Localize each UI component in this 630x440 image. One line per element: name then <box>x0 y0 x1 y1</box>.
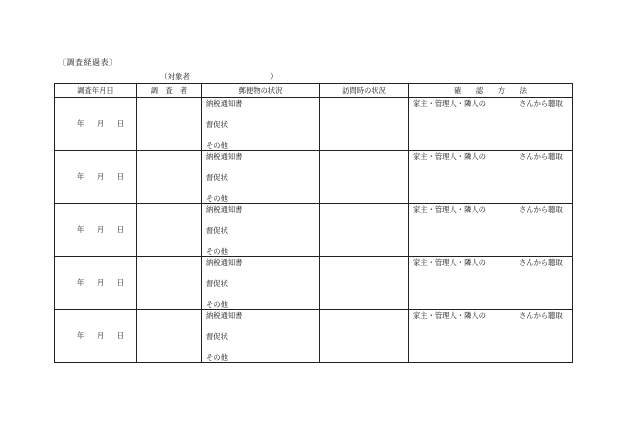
confirm-who: 家主・管理人・隣人の <box>413 152 486 161</box>
confirm-heard: さんから聴取 <box>519 152 563 161</box>
mail-item-reminder: 督促状 <box>206 332 228 341</box>
date-cell[interactable] <box>55 151 137 204</box>
visit-status-cell[interactable] <box>320 98 409 151</box>
target-person-line <box>160 71 278 82</box>
day-label: 日 <box>116 172 124 181</box>
mail-item-reminder: 督促状 <box>206 120 228 129</box>
mail-item-other: その他 <box>206 194 228 203</box>
confirm-who: 家主・管理人・隣人の <box>413 205 486 214</box>
confirm-heard: さんから聴取 <box>519 311 563 320</box>
year-label: 年 <box>77 331 85 340</box>
day-label: 日 <box>116 331 124 340</box>
day-label: 日 <box>116 225 124 234</box>
mail-status-cell[interactable] <box>202 98 320 151</box>
year-label: 年 <box>77 278 85 287</box>
year-label: 年 <box>77 119 85 128</box>
mail-item-tax-notice: 納税通知書 <box>206 99 243 108</box>
mail-item-tax-notice: 納税通知書 <box>206 258 243 267</box>
survey-progress-table <box>54 83 573 363</box>
month-label: 月 <box>96 331 105 340</box>
year-label: 年 <box>77 225 85 234</box>
target-label: （対象者 <box>160 72 190 81</box>
mail-item-other: その他 <box>206 141 228 150</box>
mail-item-reminder: 督促状 <box>206 279 228 288</box>
mail-item-tax-notice: 納税通知書 <box>206 311 243 320</box>
year-label: 年 <box>77 172 85 181</box>
mail-status-cell[interactable] <box>202 151 320 204</box>
target-close: ） <box>270 72 278 81</box>
table-row <box>55 98 573 151</box>
header-row <box>55 84 573 98</box>
surveyor-cell[interactable] <box>137 257 202 310</box>
table-row <box>55 257 573 310</box>
header-mail-status: 郵便物の状況 <box>202 84 320 98</box>
mail-item-tax-notice: 納税通知書 <box>206 205 243 214</box>
mail-status-cell[interactable] <box>202 204 320 257</box>
confirm-method-cell[interactable] <box>409 310 573 363</box>
confirm-method-cell[interactable] <box>409 204 573 257</box>
surveyor-cell[interactable] <box>137 204 202 257</box>
confirm-heard: さんから聴取 <box>519 258 563 267</box>
mail-item-other: その他 <box>206 247 228 256</box>
confirm-method-cell[interactable] <box>409 151 573 204</box>
month-label: 月 <box>96 278 105 287</box>
mail-item-reminder: 督促状 <box>206 173 228 182</box>
confirm-heard: さんから聴取 <box>519 99 563 108</box>
date-cell[interactable] <box>55 257 137 310</box>
mail-status-cell[interactable] <box>202 310 320 363</box>
day-label: 日 <box>116 119 124 128</box>
month-label: 月 <box>96 172 105 181</box>
header-confirm-method: 確 認 方 法 <box>409 84 573 98</box>
mail-item-other: その他 <box>206 353 228 362</box>
visit-status-cell[interactable] <box>320 310 409 363</box>
document-title: 〔調査経過表〕 <box>58 58 118 67</box>
day-label: 日 <box>116 278 124 287</box>
header-date: 調査年月日 <box>55 84 137 98</box>
mail-item-reminder: 督促状 <box>206 226 228 235</box>
mail-item-tax-notice: 納税通知書 <box>206 152 243 161</box>
confirm-who: 家主・管理人・隣人の <box>413 311 486 320</box>
confirm-who: 家主・管理人・隣人の <box>413 258 486 267</box>
month-label: 月 <box>96 225 105 234</box>
header-visit-status: 訪問時の状況 <box>320 84 409 98</box>
table-row <box>55 310 573 363</box>
table-row <box>55 151 573 204</box>
visit-status-cell[interactable] <box>320 151 409 204</box>
date-cell[interactable] <box>55 98 137 151</box>
surveyor-cell[interactable] <box>137 98 202 151</box>
date-cell[interactable] <box>55 204 137 257</box>
date-cell[interactable] <box>55 310 137 363</box>
visit-status-cell[interactable] <box>320 257 409 310</box>
header-surveyor: 調 査 者 <box>137 84 202 98</box>
confirm-method-cell[interactable] <box>409 98 573 151</box>
confirm-heard: さんから聴取 <box>519 205 563 214</box>
table-row <box>55 204 573 257</box>
mail-item-other: その他 <box>206 300 228 309</box>
surveyor-cell[interactable] <box>137 310 202 363</box>
confirm-method-cell[interactable] <box>409 257 573 310</box>
visit-status-cell[interactable] <box>320 204 409 257</box>
surveyor-cell[interactable] <box>137 151 202 204</box>
mail-status-cell[interactable] <box>202 257 320 310</box>
confirm-who: 家主・管理人・隣人の <box>413 99 486 108</box>
month-label: 月 <box>96 119 105 128</box>
